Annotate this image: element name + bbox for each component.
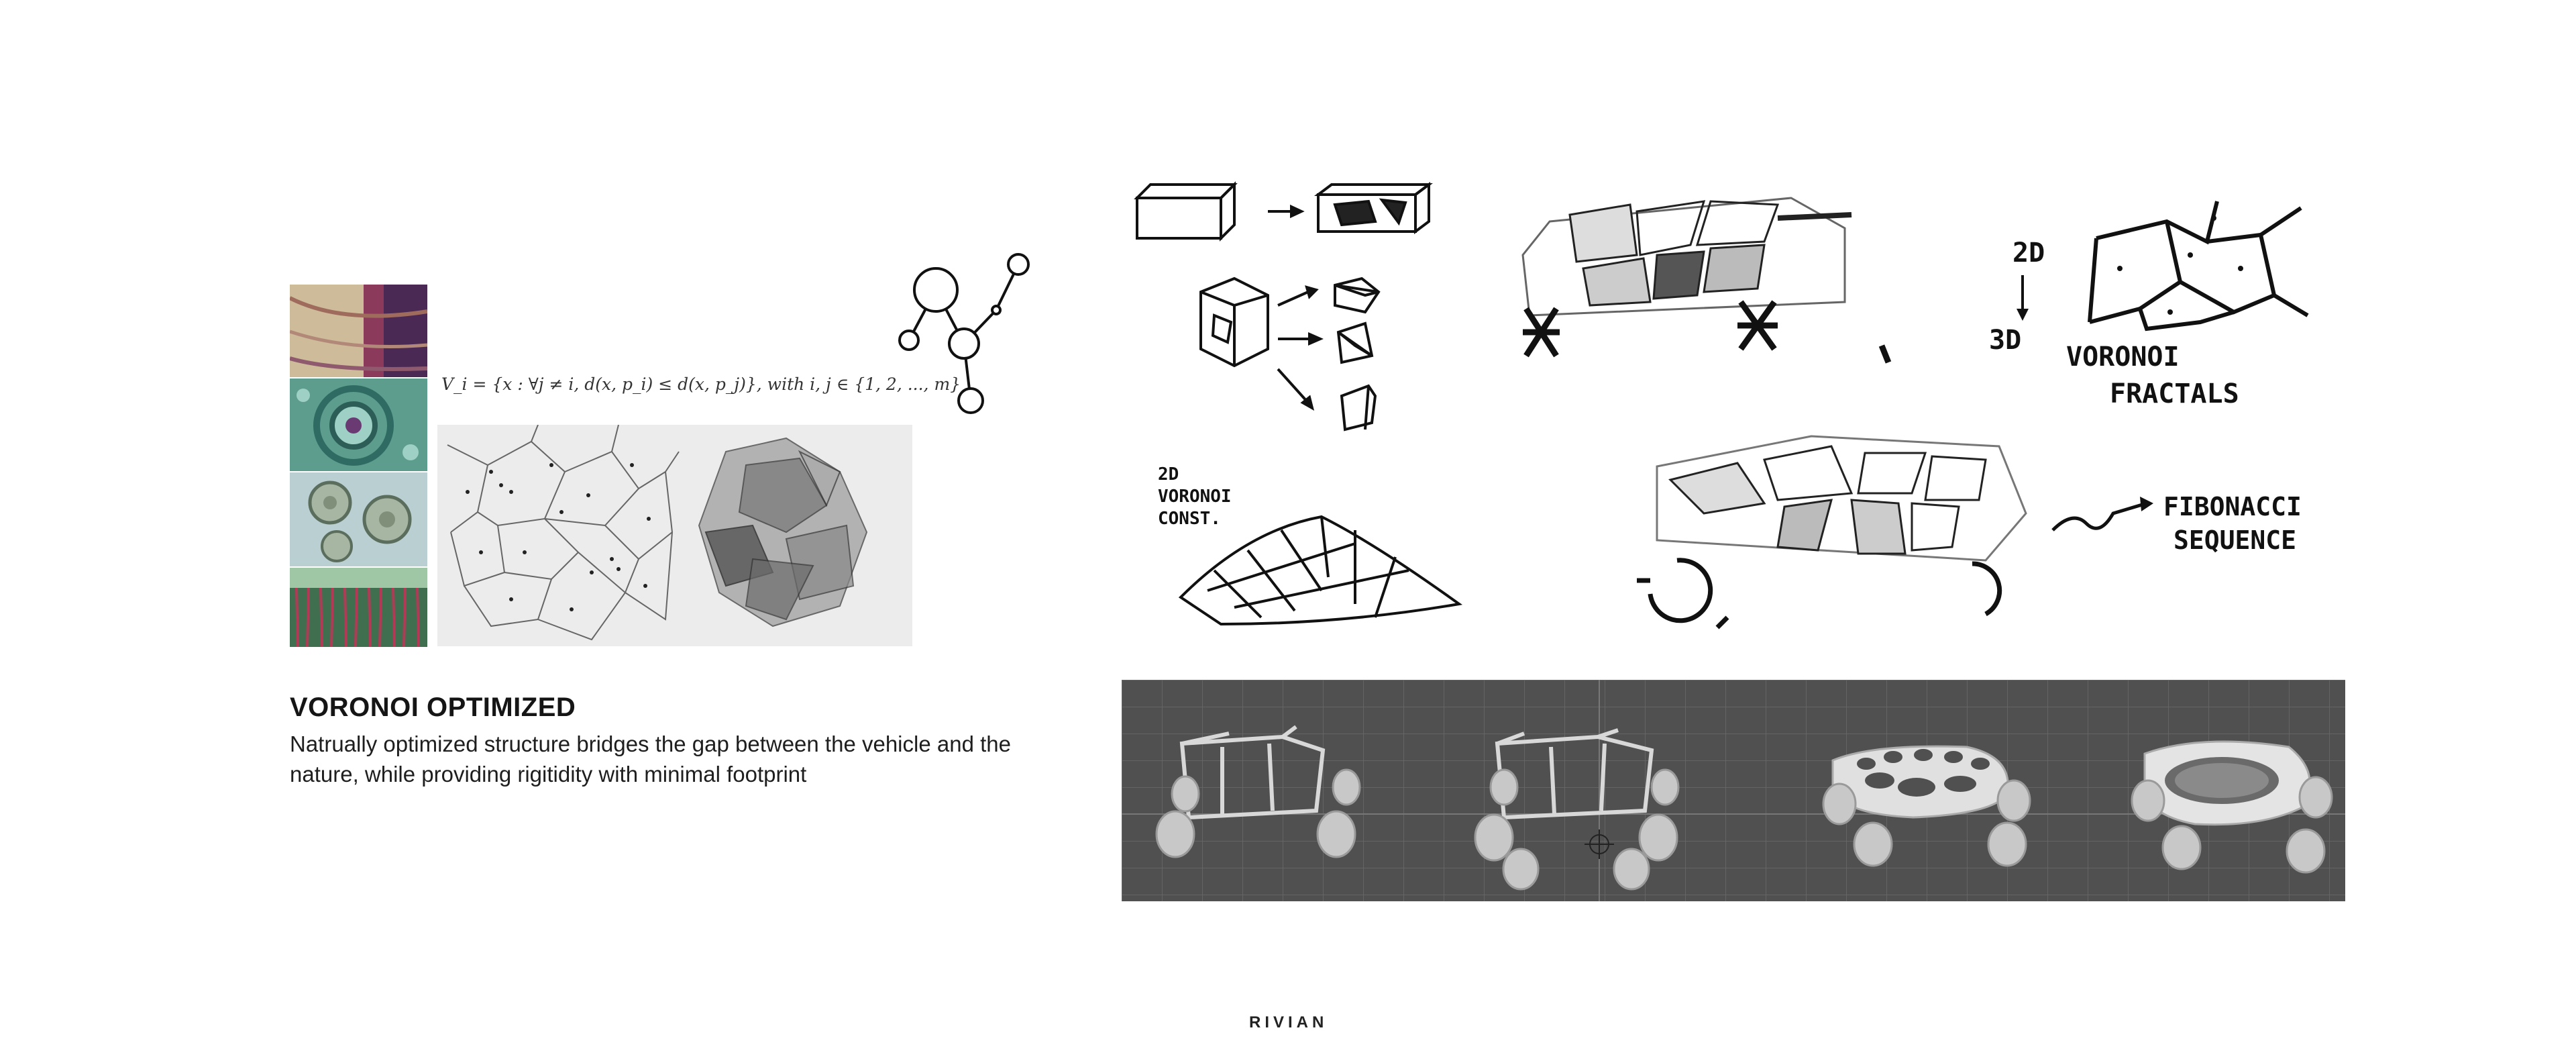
vehicle-sketch-top: [1509, 181, 1905, 383]
brand-logo: RIVIAN: [1249, 1013, 1328, 1031]
vehicle-model-3: [1833, 746, 2008, 817]
label-2d-construction: 2D: [1158, 464, 1179, 485]
voronoi-2d-diagram: [447, 425, 679, 640]
voronoi-diagram-panel: [437, 425, 912, 646]
microscopy-image-1: [290, 285, 427, 377]
fibonacci-note: [2046, 483, 2355, 557]
section-description: Natrually optimized structure bridges the gap between the vehicle and the nature, while providing rigitidity with minimal footprint: [290, 731, 1011, 787]
label-2d: 2D: [2012, 238, 2045, 268]
microscopy-image-4: [290, 568, 427, 647]
voronoi-formula: V_i = {x : ∀j ≠ i, d(x, p_i) ≤ d(x, p_j)}, with i, j ∈ {1, 2, ..., m}: [441, 374, 961, 394]
voronoi-construction-sketch: [1154, 456, 1476, 638]
voronoi-fractals-sketch: [1979, 188, 2355, 409]
label-fibonacci: FIBONACCI: [2163, 492, 2302, 521]
label-voronoi-construction: VORONOI: [1158, 487, 1232, 507]
microscopy-image-2: [290, 378, 427, 471]
voronoi-3d-diagram: [699, 438, 867, 626]
label-const: CONST.: [1158, 509, 1221, 529]
label-3d: 3D: [1989, 325, 2022, 356]
label-fractals: FRACTALS: [2110, 378, 2239, 409]
vehicle-model-4: [2145, 742, 2310, 825]
label-voronoi: VORONOI: [2066, 342, 2180, 372]
label-sequence: SEQUENCE: [2174, 525, 2297, 555]
box-transform-sketch: [1134, 181, 1469, 450]
section-title: VORONOI OPTIMIZED: [290, 693, 576, 722]
3d-viewport[interactable]: [1122, 680, 2345, 901]
microscopy-image-3: [290, 472, 427, 566]
vehicle-sketch-bottom: [1610, 426, 2066, 641]
